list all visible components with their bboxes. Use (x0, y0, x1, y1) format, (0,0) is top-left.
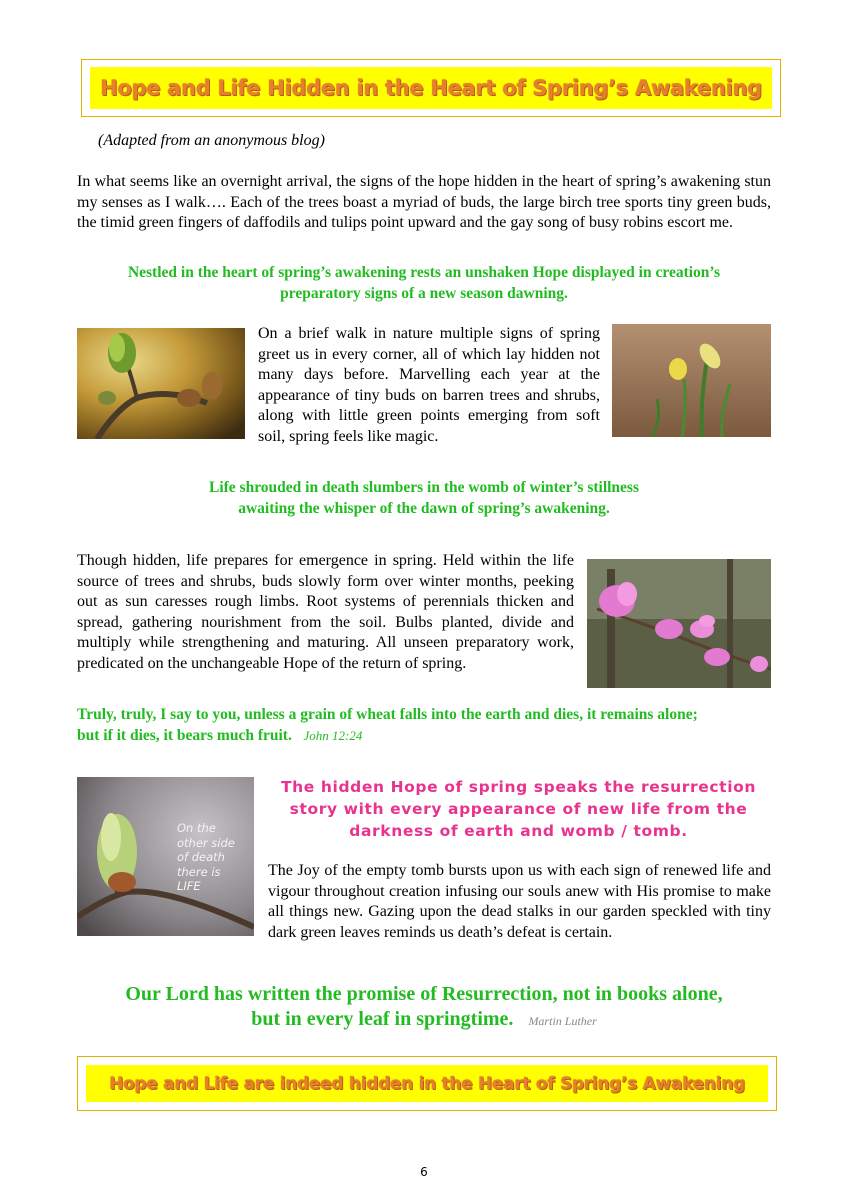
heading-hope-line-2: preparatory signs of a new season dawning. (280, 285, 568, 302)
caption-line-2: other side (177, 835, 235, 850)
luther-quote-author: Martin Luther (528, 1014, 597, 1028)
caption-line-4: there is (177, 864, 221, 879)
scripture-line-1: Truly, truly, I say to you, unless a grain of wheat falls into the earth and dies, it remains alone; (77, 706, 698, 723)
title-banner-fill (90, 67, 772, 109)
heading-hope-line-1: Nestled in the heart of spring’s awakening rests an unshaken Hope displayed in creation’s (127, 264, 721, 281)
closing-banner (77, 1056, 777, 1111)
paragraph-hidden-life: Though hidden, life prepares for emergence in spring. Held within the life source of trees and shrubs, buds slowly form over winter months, peeking out as sun caresses rough limbs. Root systems of perennials thicken and spread, gathering nourishment from the soil. Bulbs planted, divide and multiply while strengthening and maturing. All unseen preparatory work, predicated on the unchangeable Hope of the return of spring. (77, 552, 574, 672)
resurrection-heading-line-1: The hidden Hope of spring speaks the resurrection (280, 778, 756, 796)
closing-banner-text: Hope and Life are indeed hidden in the Heart of Spring’s Awakening (109, 1073, 745, 1094)
luther-quote-line-2: but in every leaf in springtime. (251, 1008, 514, 1030)
buds-photo (77, 328, 245, 439)
daffodil-photo (612, 324, 771, 437)
magnolia-photo (587, 559, 771, 688)
scripture-reference: John 12:24 (303, 728, 363, 743)
paragraph-walk: On a brief walk in nature multiple signs of spring greet us in every corner, all of which lay hidden not many days before. Marvelling each year at the appearance of tiny buds on barren trees and shrubs, along with little green points emerging from soft soil, spring feels like magic. (258, 325, 600, 445)
caption-line-3: of death (177, 850, 225, 864)
page-title: Hope and Life Hidden in the Heart of Spring’s Awakening (100, 76, 762, 100)
title-banner (81, 59, 781, 117)
luther-quote (77, 982, 771, 1034)
resurrection-heading (266, 776, 771, 842)
resurrection-heading-line-3: darkness of earth and womb / tomb. (349, 822, 688, 840)
caption-line-1: On the (177, 821, 216, 835)
heading-life-line-2: awaiting the whisper of the dawn of spring’s awakening. (238, 500, 610, 517)
resurrection-heading-line-2: story with every appearance of new life from the (289, 800, 748, 818)
scripture-line-2: but if it dies, it bears much fruit. (77, 727, 292, 744)
heading-life-line-1: Life shrouded in death slumbers in the womb of winter’s stillness (208, 479, 639, 496)
life-bud-photo (77, 777, 254, 936)
image-caption (177, 821, 235, 894)
attribution: (Adapted from an anonymous blog) (98, 132, 325, 149)
page-number: 6 (420, 1165, 428, 1179)
caption-line-5: LIFE (177, 879, 201, 893)
intro-paragraph: In what seems like an overnight arrival, the signs of the hope hidden in the heart of spring’s awakening stun my senses as I walk…. Each of the trees boast a myriad of buds, the large birch tree sports tiny green buds, the timid green fingers of daffodils and tulips point upward and the gay song of busy robins escort me. (77, 173, 771, 231)
paragraph-joy: The Joy of the empty tomb bursts upon us with each sign of renewed life and vigour throughout creation infusing our souls anew with His promise to make all things new. Gazing upon the dead stalks in our garden speckled with tiny dark green leaves reminds us death’s defeat is certain. (268, 862, 771, 941)
heading-hope (77, 262, 771, 304)
closing-banner-fill (86, 1065, 768, 1102)
luther-quote-line-1: Our Lord has written the promise of Resurrection, not in books alone, (125, 983, 723, 1005)
heading-life (77, 477, 771, 519)
scripture-quote (77, 704, 771, 746)
